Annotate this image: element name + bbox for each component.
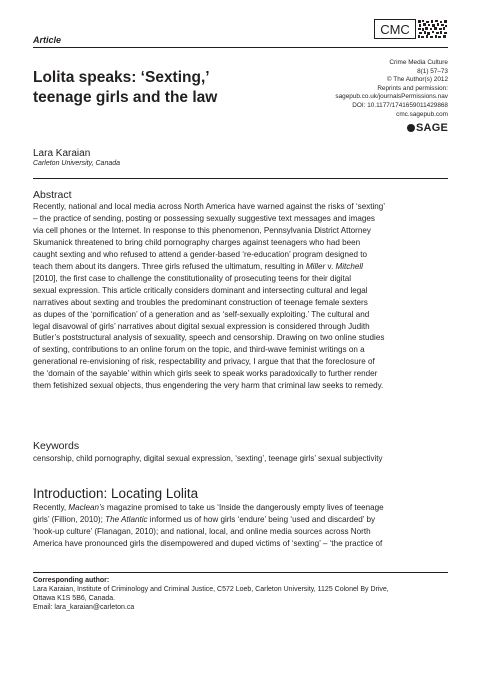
abstract-heading: Abstract bbox=[33, 189, 72, 201]
text-line: the ‘domain of the sayable’ within which girls seek to speak works paradoxically to further render bbox=[33, 369, 378, 379]
corresponding-address: Lara Karaian, Institute of Criminology and Criminal Justice, C572 Loeb, Carleton University, 1125 Colonel By Drive, bbox=[33, 586, 389, 593]
logo-text: CMC bbox=[380, 22, 410, 37]
text-line: legal disavowal of girls’ narratives about digital sexual expression is considered through Judith bbox=[33, 321, 370, 331]
abstract-body bbox=[33, 201, 448, 392]
article-type-label: Article bbox=[33, 35, 62, 45]
journal-issue: 8(1) 57–73 bbox=[417, 67, 448, 75]
journal-name: Crime Media Culture bbox=[389, 59, 448, 66]
title-line: teenage girls and the law bbox=[33, 89, 218, 106]
reprints-label: Reprints and permission: bbox=[377, 84, 448, 92]
corresponding-address: Ottawa K1S 5B6, Canada. bbox=[33, 595, 116, 602]
text-line: as dupes of the ‘pornification’ of a generation and as ‘self-sexually exploiting.’ The cultural and bbox=[33, 309, 370, 319]
footnote-divider bbox=[33, 572, 448, 573]
introduction-body bbox=[33, 502, 448, 550]
corresponding-email[interactable]: Email: lara_karaian@carleton.ca bbox=[33, 604, 135, 611]
text-line: girls’ (Fillion, 2010); The Atlantic informed us of how girls ‘endure’ being ‘used and discarded’ by bbox=[33, 514, 376, 524]
author-name: Lara Karaian bbox=[33, 148, 91, 159]
doi[interactable]: DOI: 10.1177/1741659011429868 bbox=[352, 101, 448, 109]
text-line: caught sexting and who refused to attend a gender-based ‘re-education’ program designed to bbox=[33, 249, 368, 259]
text-line: generational re-envisioning of risk, respectability and privacy, I argue that that the foreclosure of bbox=[33, 357, 375, 367]
text-line: teach them about its dangers. Three girls refused the ultimatum, resulting in Miller v. Mitchell bbox=[33, 261, 363, 271]
corresponding-author-label: Corresponding author: bbox=[33, 577, 110, 584]
title-line: Lolita speaks: ‘Sexting,’ bbox=[33, 69, 210, 86]
text-line: ‘hook-up culture’ (Flanagan, 2010); and national, local, and online media sources across North bbox=[33, 526, 371, 536]
header-divider bbox=[33, 47, 448, 48]
journal-site-link[interactable]: cmc.sagepub.com bbox=[396, 110, 448, 118]
text-line: Skumanick threatened to bring child pornography charges against teenagers who had been bbox=[33, 237, 361, 247]
text-line: sexual expression. This article critically considers dominant and intersecting cultural and legal bbox=[33, 285, 368, 295]
publisher-logo bbox=[407, 122, 448, 134]
publisher-name: SAGE bbox=[416, 122, 448, 134]
text-line: [2010], the first case to challenge the constitutionality of prosecuting teens for their digital bbox=[33, 273, 352, 283]
text-line: America have pronounced girls the disempowered and duped victims of ‘sexting’ – ‘the practice of bbox=[33, 538, 383, 548]
section-divider bbox=[33, 178, 448, 179]
corresponding-author bbox=[33, 576, 389, 612]
text-line: of sexting, contributions to an online forum on the topic, and third-wave feminist writings on a bbox=[33, 345, 365, 355]
journal-metadata bbox=[278, 59, 448, 119]
text-line: – the practice of sending, posting or possessing sexually suggestive text messages and images bbox=[33, 213, 375, 223]
text-line: Butler’s poststructural analysis of sexuality, speech and censorship. Drawing on two online studies bbox=[33, 333, 385, 343]
section-heading: Introduction: Locating Lolita bbox=[33, 486, 199, 501]
author-affiliation: Carleton University, Canada bbox=[33, 160, 121, 167]
text-line: Recently, Maclean’s magazine promised to take us ‘Inside the dangerously empty lives of teenage bbox=[33, 503, 384, 512]
text-line: via cell phones or the Internet. In response to this phenomenon, Pennsylvania District Attorney bbox=[33, 225, 371, 235]
keywords-heading: Keywords bbox=[33, 440, 80, 452]
copyright-line: © The Author(s) 2012 bbox=[386, 76, 448, 84]
article-title bbox=[33, 68, 273, 108]
keywords-list: censorship, child pornography, digital sexual expression, ‘sexting’, teenage girls’ sexual subjectivity bbox=[33, 454, 383, 463]
text-line: Recently, national and local media across North America have warned against the risks of ‘sexting’ bbox=[33, 202, 386, 211]
text-line: narratives about sexting and troubles the predominant construction of teenage female sexters bbox=[33, 297, 368, 307]
reprints-link[interactable]: sagepub.co.uk/journalsPermissions.nav bbox=[335, 93, 448, 101]
journal-logo bbox=[374, 19, 448, 39]
text-line: them fetishized sexual objects, thus engendering the very harm that criminal law seeks to remedy. bbox=[33, 381, 384, 391]
sage-logo-icon bbox=[407, 124, 415, 132]
